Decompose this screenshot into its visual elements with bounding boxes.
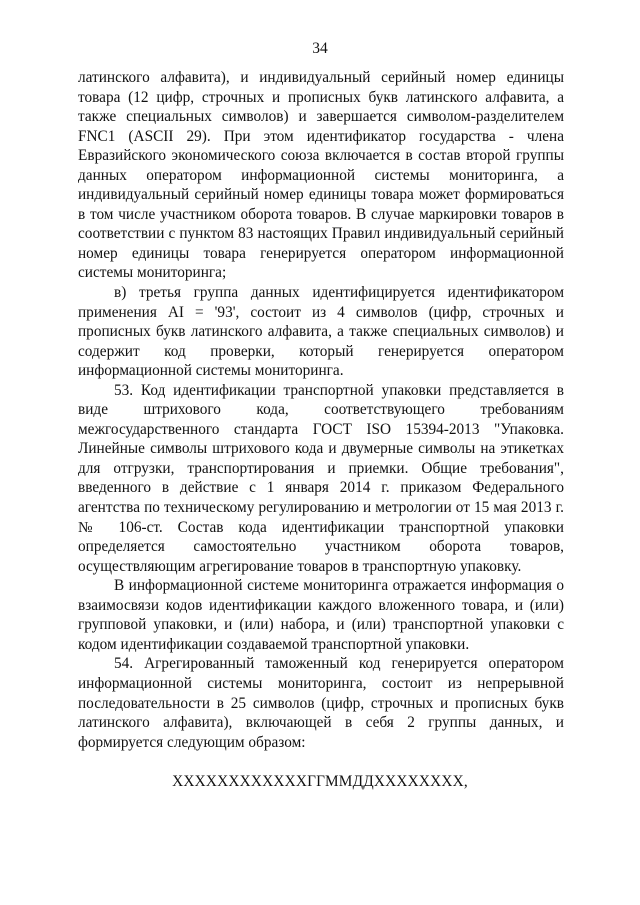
page-number: 34 [312, 40, 328, 57]
paragraph-54: 54. Агрегированный таможенный код генерируется оператором информационной системы мониторинга, состоит из непрерывной последовательности в 25 символов (цифр, строчных и прописных букв латинского алфавита), включающей в себя 2 группы данных, и формируется следующим образом: [78, 655, 564, 751]
paragraph-53: 53. Код идентификации транспортной упаковки представляется в виде штрихового кода, соответствующего требованиям межгосударственного стандарта ГОСТ ISO 15394-2013 "Упаковка. Линейные символы штрихового кода и двумерные символы на этикетках для отгрузки, транспортирования и приемки. Общие требования", введенного в действие с 1 января 2014 г. приказом Федерального агентства по техническому регулированию и метрологии от 15 мая 2013 г. № 106-ст. Состав кода идентификации транспортной упаковки определяется самостоятельно участником оборота товаров, осуществляющим агрегирование товаров в транспортную упаковку. [78, 381, 564, 575]
code-format-formula: XXXXXXXXXXXXГГММДДXXXXXXXX, [172, 773, 468, 790]
paragraph-monitoring: В информационной системе мониторинга отражается информация о взаимосвязи кодов идентификации каждого вложенного товара, и (или) групповой упаковки, и (или) набора, и (или) транспортной упаковки с кодом идентификации создаваемой транспортной упаковки. [78, 577, 564, 653]
document-body [78, 68, 564, 752]
paragraph-continuation: латинского алфавита), и индивидуальный серийный номер единицы товара (12 цифр, строчных и прописных букв латинского алфавита, а также специальных символов) и завершается символом-разделителем FNC1 (ASCII 29). При этом идентификатор государства - члена Евразийского экономического союза включается в состав второй группы данных оператором информационной системы мониторинга, а индивидуальный серийный номер единицы товара может формироваться в том числе участником оборота товаров. В случае маркировки товаров в соответствии с пунктом 83 настоящих Правил индивидуальный серийный номер единицы товара генерируется оператором информационной системы мониторинга; [78, 69, 564, 282]
paragraph-item-v: в) третья группа данных идентифицируется идентификатором применения AI = '93', состоит из 4 символов (цифр, строчных и прописных букв латинского алфавита, а также специальных символов) и содержит код проверки, который генерируется оператором информационной системы мониторинга. [78, 284, 564, 380]
